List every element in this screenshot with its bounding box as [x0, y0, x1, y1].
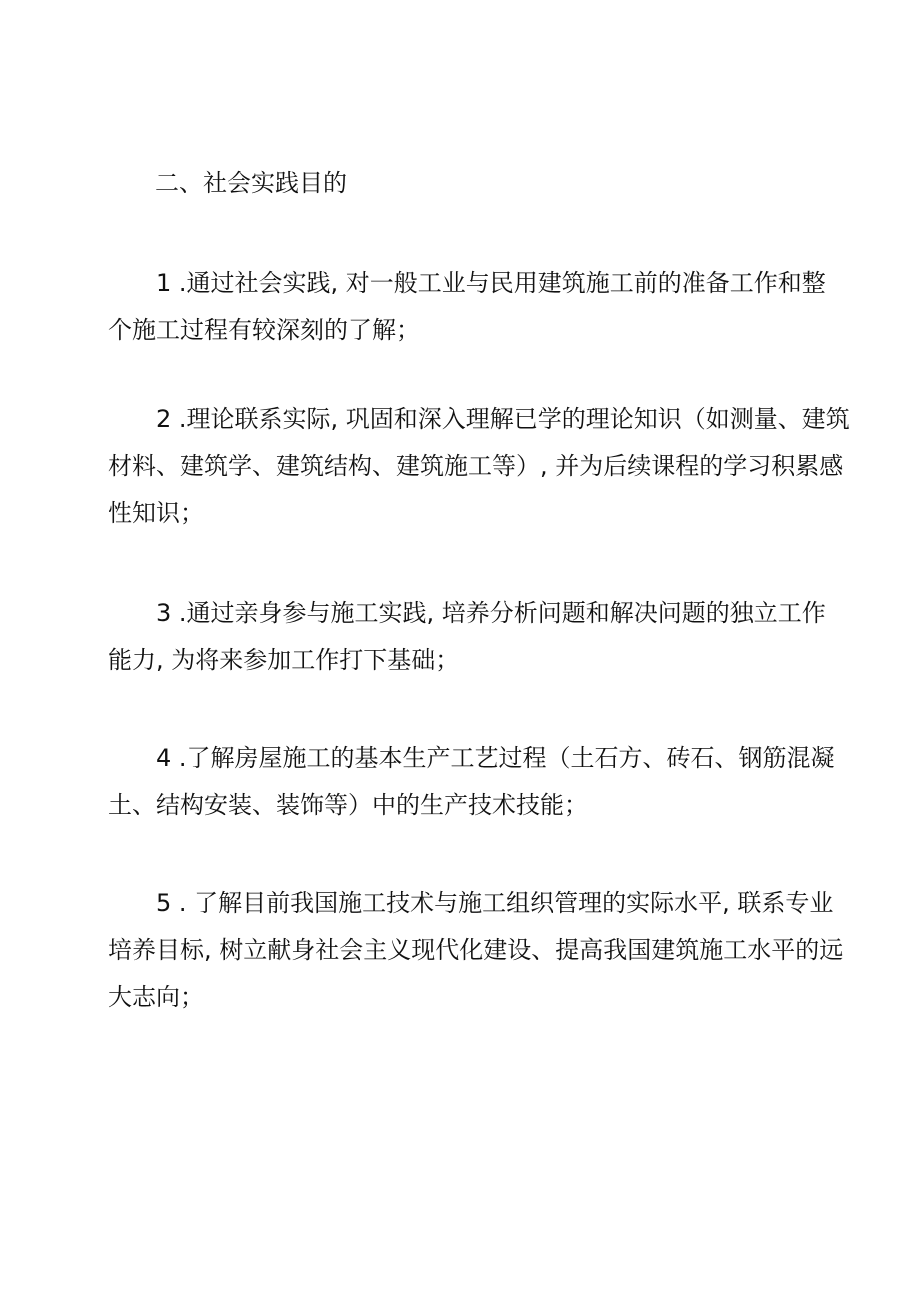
list-item-3-line-1: 3 .通过亲身参与施工实践, 培养分析问题和解决问题的独立工作 [156, 599, 826, 627]
list-item-3-line-2: 能力, 为将来参加工作打下基础； [108, 646, 460, 674]
list-item-2-line-2: 材料、建筑学、建筑结构、建筑施工等）, 并为后续课程的学习积累感 [108, 452, 844, 480]
list-item-1 [108, 260, 828, 354]
list-item-2-line-3: 性知识； [108, 499, 204, 527]
list-item-1-line-2: 个施工过程有较深刻的了解； [108, 316, 420, 344]
list-item-4 [108, 735, 835, 829]
list-item-2 [108, 396, 850, 537]
list-item-4-line-2: 土、结构安装、装饰等）中的生产技术技能； [108, 791, 588, 819]
list-item-5 [108, 880, 844, 1021]
list-item-3 [108, 590, 828, 684]
list-item-2-line-1: 2 .理论联系实际, 巩固和深入理解已学的理论知识（如测量、建筑 [156, 405, 850, 433]
list-item-4-line-1: 4 .了解房屋施工的基本生产工艺过程（土石方、砖石、钢筋混凝 [156, 744, 835, 772]
list-item-1-line-1: 1 .通过社会实践, 对一般工业与民用建筑施工前的准备工作和整 [156, 269, 826, 297]
section-heading: 二、社会实践目的 [155, 169, 347, 197]
list-item-5-line-2: 培养目标, 树立献身社会主义现代化建设、提高我国建筑施工水平的远 [108, 936, 844, 964]
list-item-5-line-1: 5 . 了解目前我国施工技术与施工组织管理的实际水平, 联系专业 [156, 889, 834, 917]
list-item-5-line-3: 大志向； [108, 983, 204, 1011]
